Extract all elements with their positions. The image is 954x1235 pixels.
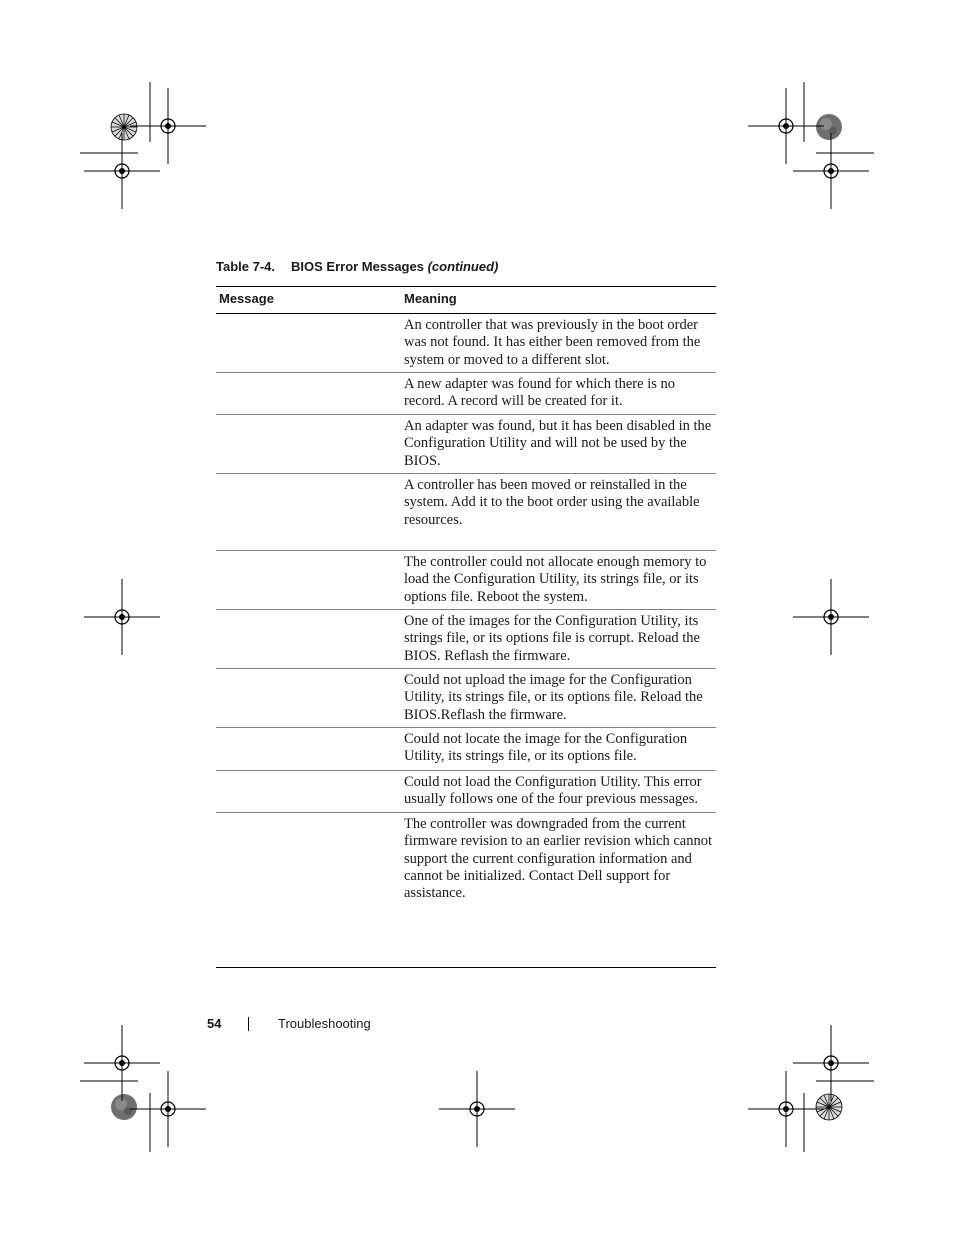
table-row (216, 373, 716, 415)
bios-error-table (216, 286, 716, 969)
meaning-cell: A new adapter was found for which there is no record. A record will be created for it. (404, 376, 675, 410)
meaning-cell: A controller has been moved or reinstalled in the system. Add it to the boot order using the available resources. (404, 477, 700, 528)
table-row (216, 314, 716, 373)
table-row (216, 610, 716, 669)
section-name: Troubleshooting (278, 1016, 371, 1031)
table-header (216, 286, 716, 314)
registration-mark-icon (130, 88, 206, 164)
gray-target-icon (816, 114, 842, 140)
table-caption (216, 259, 498, 274)
meaning-cell: The controller could not allocate enough memory to load the Configuration Utility, its strings file, or its options file. Reboot the system. (404, 554, 707, 605)
table-row (216, 474, 716, 551)
registration-mark-icon (748, 88, 824, 164)
table-row (216, 728, 716, 771)
table-row (216, 771, 716, 813)
meaning-cell: One of the images for the Configuration Utility, its strings file, or its options file is corrupt. Reload the BIOS. Reflash the firmware. (404, 613, 700, 664)
table-row (216, 813, 716, 969)
registration-mark-icon (84, 1025, 160, 1101)
footer-divider (248, 1017, 249, 1031)
meaning-cell: Could not locate the image for the Configuration Utility, its strings file, or its options file. (404, 731, 688, 765)
table-row (216, 415, 716, 474)
table-caption-title: BIOS Error Messages (291, 259, 424, 274)
gray-target-icon (111, 1094, 137, 1120)
registration-mark-icon (130, 1071, 206, 1147)
table-end-rule (216, 967, 716, 968)
table-row (216, 551, 716, 610)
table-row (216, 669, 716, 728)
registration-mark-icon (84, 579, 160, 655)
header-meaning: Meaning (404, 291, 457, 306)
table-caption-label: Table 7-4. (216, 259, 276, 274)
registration-mark-icon (793, 1025, 869, 1101)
registration-mark-icon (84, 133, 160, 209)
meaning-cell: The controller was downgraded from the current firmware revision to an earlier revision which cannot support the current configuration information and cannot be initialized. Contact Dell support for assistance. (404, 816, 713, 902)
table-caption-suffix: (continued) (427, 259, 499, 274)
registration-mark-icon (793, 133, 869, 209)
registration-mark-icon (748, 1071, 824, 1147)
meaning-cell: Could not upload the image for the Configuration Utility, its strings file, or its options file. Reload the BIOS.Reflash the firmware. (404, 672, 703, 723)
meaning-cell: Could not load the Configuration Utility. This error usually follows one of the four previous messages. (404, 774, 702, 808)
page-number: 54 (207, 1016, 222, 1031)
registration-mark-icon (793, 579, 869, 655)
header-message: Message (219, 291, 274, 306)
meaning-cell: An controller that was previously in the boot order was not found. It has either been removed from the system or moved to a different slot. (404, 317, 701, 368)
registration-mark-icon (439, 1071, 515, 1147)
star-target-icon (816, 1094, 842, 1120)
star-target-icon (111, 114, 137, 140)
meaning-cell: An adapter was found, but it has been disabled in the Configuration Utility and will not be used by the BIOS. (404, 418, 712, 469)
